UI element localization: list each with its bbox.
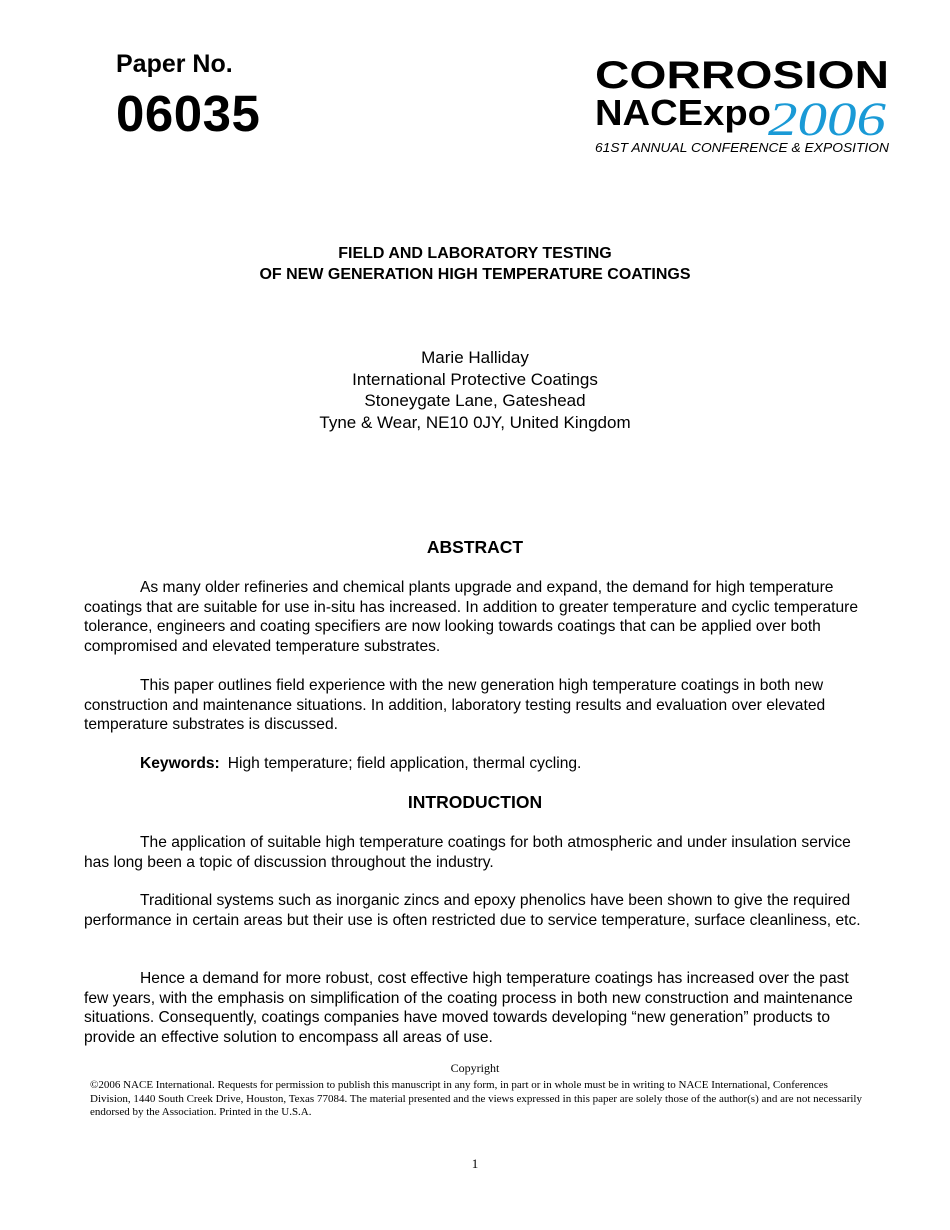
paper-label: Paper No.	[116, 50, 233, 78]
paper-number: 06035	[116, 85, 261, 142]
corrosion-nacexpo-logo	[593, 52, 893, 157]
copyright-text: ©2006 NACE International. Requests for permission to publish this manuscript in any form, in part or in whole must be in writing to NACE International, Conferences Division, 1440 South Creek Drive, Houston, Texas 77084. The material presented and the views expressed in this paper are solely those of the author(s) and are not necessarily endorsed by the Association. Printed in the U.S.A.	[90, 1079, 862, 1118]
keywords-text: High temperature; field application, thermal cycling.	[227, 755, 582, 772]
author-block	[0, 347, 950, 433]
author-address-line-1: Stoneygate Lane, Gateshead	[364, 391, 586, 410]
author-address-line-2: Tyne & Wear, NE10 0JY, United Kingdom	[319, 412, 631, 432]
page-number: 1	[471, 1156, 479, 1171]
abstract-paragraph-1: As many older refineries and chemical plants upgrade and expand, the demand for high temperature coatings that are suitable for use in-situ has increased. In addition to greater temperature and cyclic temperature tolerance, engineers and coating specifiers are now looking towards coatings that can be applied over both compromised and elevated temperature substrates.	[84, 579, 859, 656]
logo-year-text: 2006	[768, 93, 886, 146]
introduction-heading: INTRODUCTION	[407, 792, 543, 812]
copyright-title: Copyright	[450, 1061, 500, 1075]
logo-nacexpo-text: NACExpo	[595, 92, 771, 133]
introduction-paragraph-1: The application of suitable high temperature coatings for both atmospheric and under insulation service has long been a topic of discussion throughout the industry.	[84, 834, 851, 871]
introduction-paragraph-3: Hence a demand for more robust, cost effective high temperature coatings has increased over the past few years, with the emphasis on simplification of the coating process in both new construction and maintenance situations. Consequently, coatings companies have moved towards developing “new generation” products to provide an effective solution to encompass all areas of use.	[84, 970, 853, 1047]
keywords-label: Keywords:	[140, 755, 220, 772]
paper-title-line-2: OF NEW GENERATION HIGH TEMPERATURE COATINGS	[259, 266, 691, 283]
logo-corrosion-text: CORROSION	[595, 54, 889, 97]
paper-title-line-1: FIELD AND LABORATORY TESTING	[338, 245, 612, 262]
abstract-paragraph-2: This paper outlines field experience with the new generation high temperature coatings in both new construction and maintenance situations. In addition, laboratory testing results and evaluation over elevated temperature substrates is discussed.	[84, 677, 826, 734]
abstract-heading: ABSTRACT	[426, 537, 524, 557]
keywords-line	[140, 754, 581, 774]
logo-subtitle-text: 61ST ANNUAL CONFERENCE & EXPOSITION	[595, 140, 890, 155]
author-organization: International Protective Coatings	[352, 369, 598, 389]
author-name: Marie Halliday	[421, 348, 529, 367]
introduction-paragraph-2: Traditional systems such as inorganic zincs and epoxy phenolics have been shown to give the required performance in certain areas but their use is often restricted due to service temperature, surface cleanliness, etc.	[84, 892, 861, 929]
